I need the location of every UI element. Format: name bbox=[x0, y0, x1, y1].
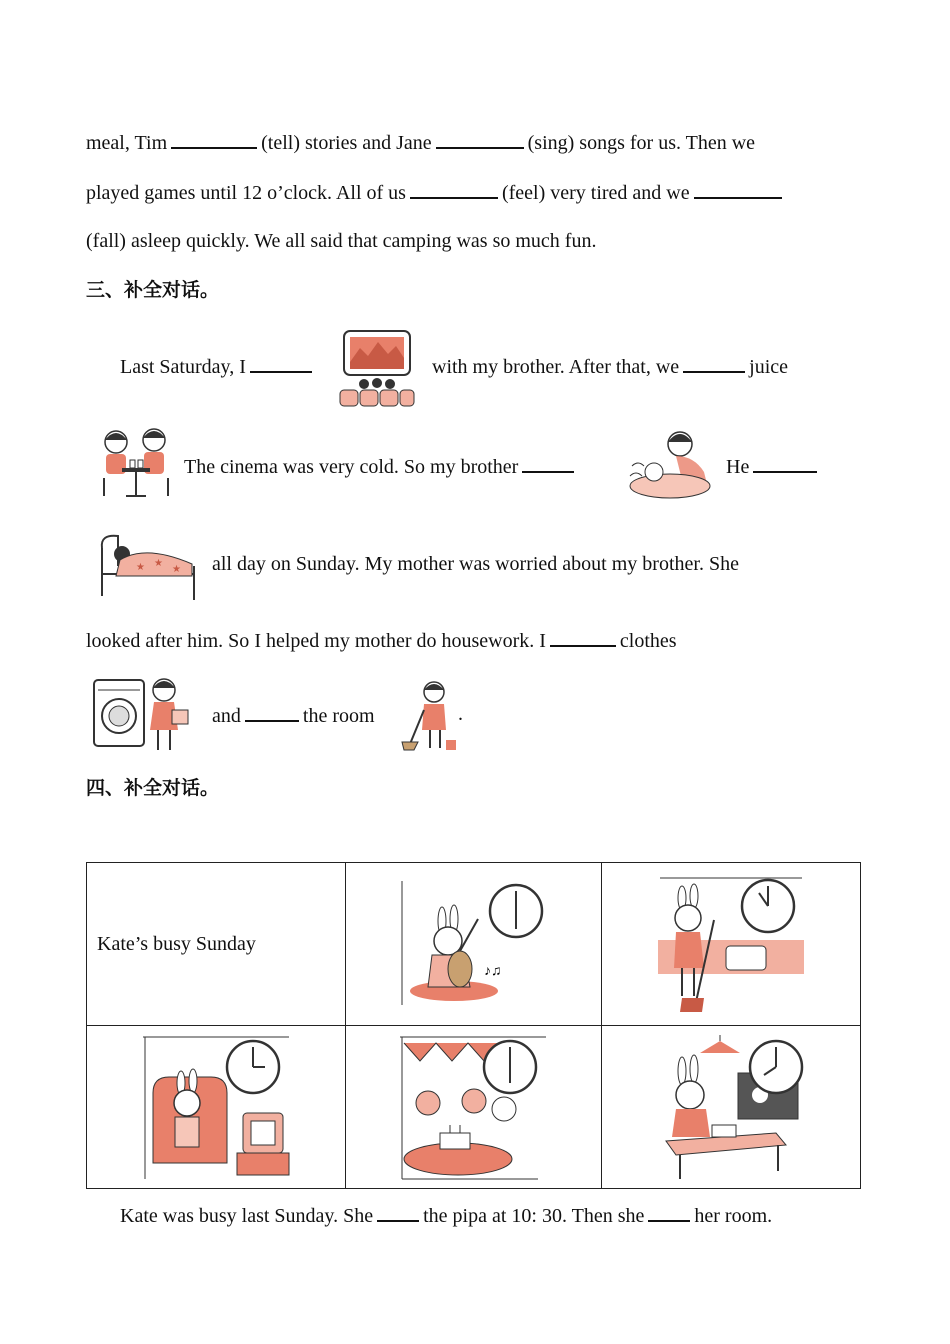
passage-line-2: played games until 12 o’clock. All of us (feel) very tired and we bbox=[86, 179, 786, 205]
answer-blank[interactable] bbox=[377, 1202, 419, 1222]
answer-blank[interactable] bbox=[683, 353, 745, 373]
svg-text:★: ★ bbox=[136, 562, 145, 573]
answer-blank[interactable] bbox=[410, 179, 498, 199]
pipa-cell bbox=[345, 863, 602, 1026]
sick-boy-icon bbox=[624, 426, 716, 500]
washing-clothes-icon bbox=[90, 674, 198, 754]
svg-text:★: ★ bbox=[154, 558, 163, 569]
section-3-heading: 三、补全对话。 bbox=[86, 279, 220, 301]
answer-blank[interactable] bbox=[436, 129, 524, 149]
svg-text:♪♫: ♪♫ bbox=[484, 964, 502, 979]
drinking-juice-icon bbox=[96, 424, 178, 500]
cinema-icon bbox=[336, 328, 418, 408]
s3-line-3: all day on Sunday. My mother was worried about my brother. She bbox=[212, 553, 739, 575]
s3-line-2: The cinema was very cold. So my brother bbox=[184, 453, 578, 479]
section-4-heading: 四、补全对话。 bbox=[86, 777, 220, 799]
answer-blank[interactable] bbox=[648, 1202, 690, 1222]
tv-cell bbox=[87, 1026, 346, 1189]
table-label-cell bbox=[87, 863, 346, 1026]
party-cell bbox=[345, 1026, 602, 1189]
answer-blank[interactable] bbox=[171, 129, 257, 149]
passage-line-1: meal, Tim (tell) stories and Jane (sing) songs for us. Then we bbox=[86, 129, 755, 155]
sleeping-in-bed-icon bbox=[96, 526, 200, 604]
watching-tv-clock-picture bbox=[141, 1033, 291, 1181]
cleaning-clock-picture bbox=[656, 870, 806, 1018]
passage-line-3: (fall) asleep quickly. We all said that camping was so much fun. bbox=[86, 230, 597, 252]
party-clock-picture bbox=[398, 1033, 548, 1181]
answer-blank[interactable] bbox=[245, 702, 299, 722]
pipa-clock-picture bbox=[398, 879, 548, 1009]
s3-line-1b: with my brother. After that, we juice bbox=[432, 353, 788, 379]
s3-line-4: looked after him. So I helped my mother do housework. I clothes bbox=[86, 627, 677, 653]
s4-line-1: Kate was busy last Sunday. She the pipa at 10: 30. Then she her room. bbox=[120, 1202, 772, 1228]
answer-blank[interactable] bbox=[250, 353, 312, 373]
s3-line-5: and the room bbox=[212, 702, 375, 728]
schedule-table bbox=[86, 862, 861, 1189]
s3-line-5-end: . bbox=[458, 703, 463, 725]
reading-clock-picture bbox=[656, 1033, 806, 1181]
answer-blank[interactable] bbox=[753, 453, 817, 473]
cleaning-cell bbox=[602, 863, 861, 1026]
reading-cell bbox=[602, 1026, 861, 1189]
table-label: Kate’s busy Sunday bbox=[97, 932, 256, 955]
answer-blank[interactable] bbox=[550, 627, 616, 647]
s3-line-1: Last Saturday, I bbox=[120, 353, 316, 379]
sweeping-floor-icon bbox=[400, 678, 460, 754]
answer-blank[interactable] bbox=[694, 179, 782, 199]
svg-text:★: ★ bbox=[172, 564, 181, 575]
answer-blank[interactable] bbox=[522, 453, 574, 473]
s3-line-2b: He bbox=[726, 453, 821, 479]
